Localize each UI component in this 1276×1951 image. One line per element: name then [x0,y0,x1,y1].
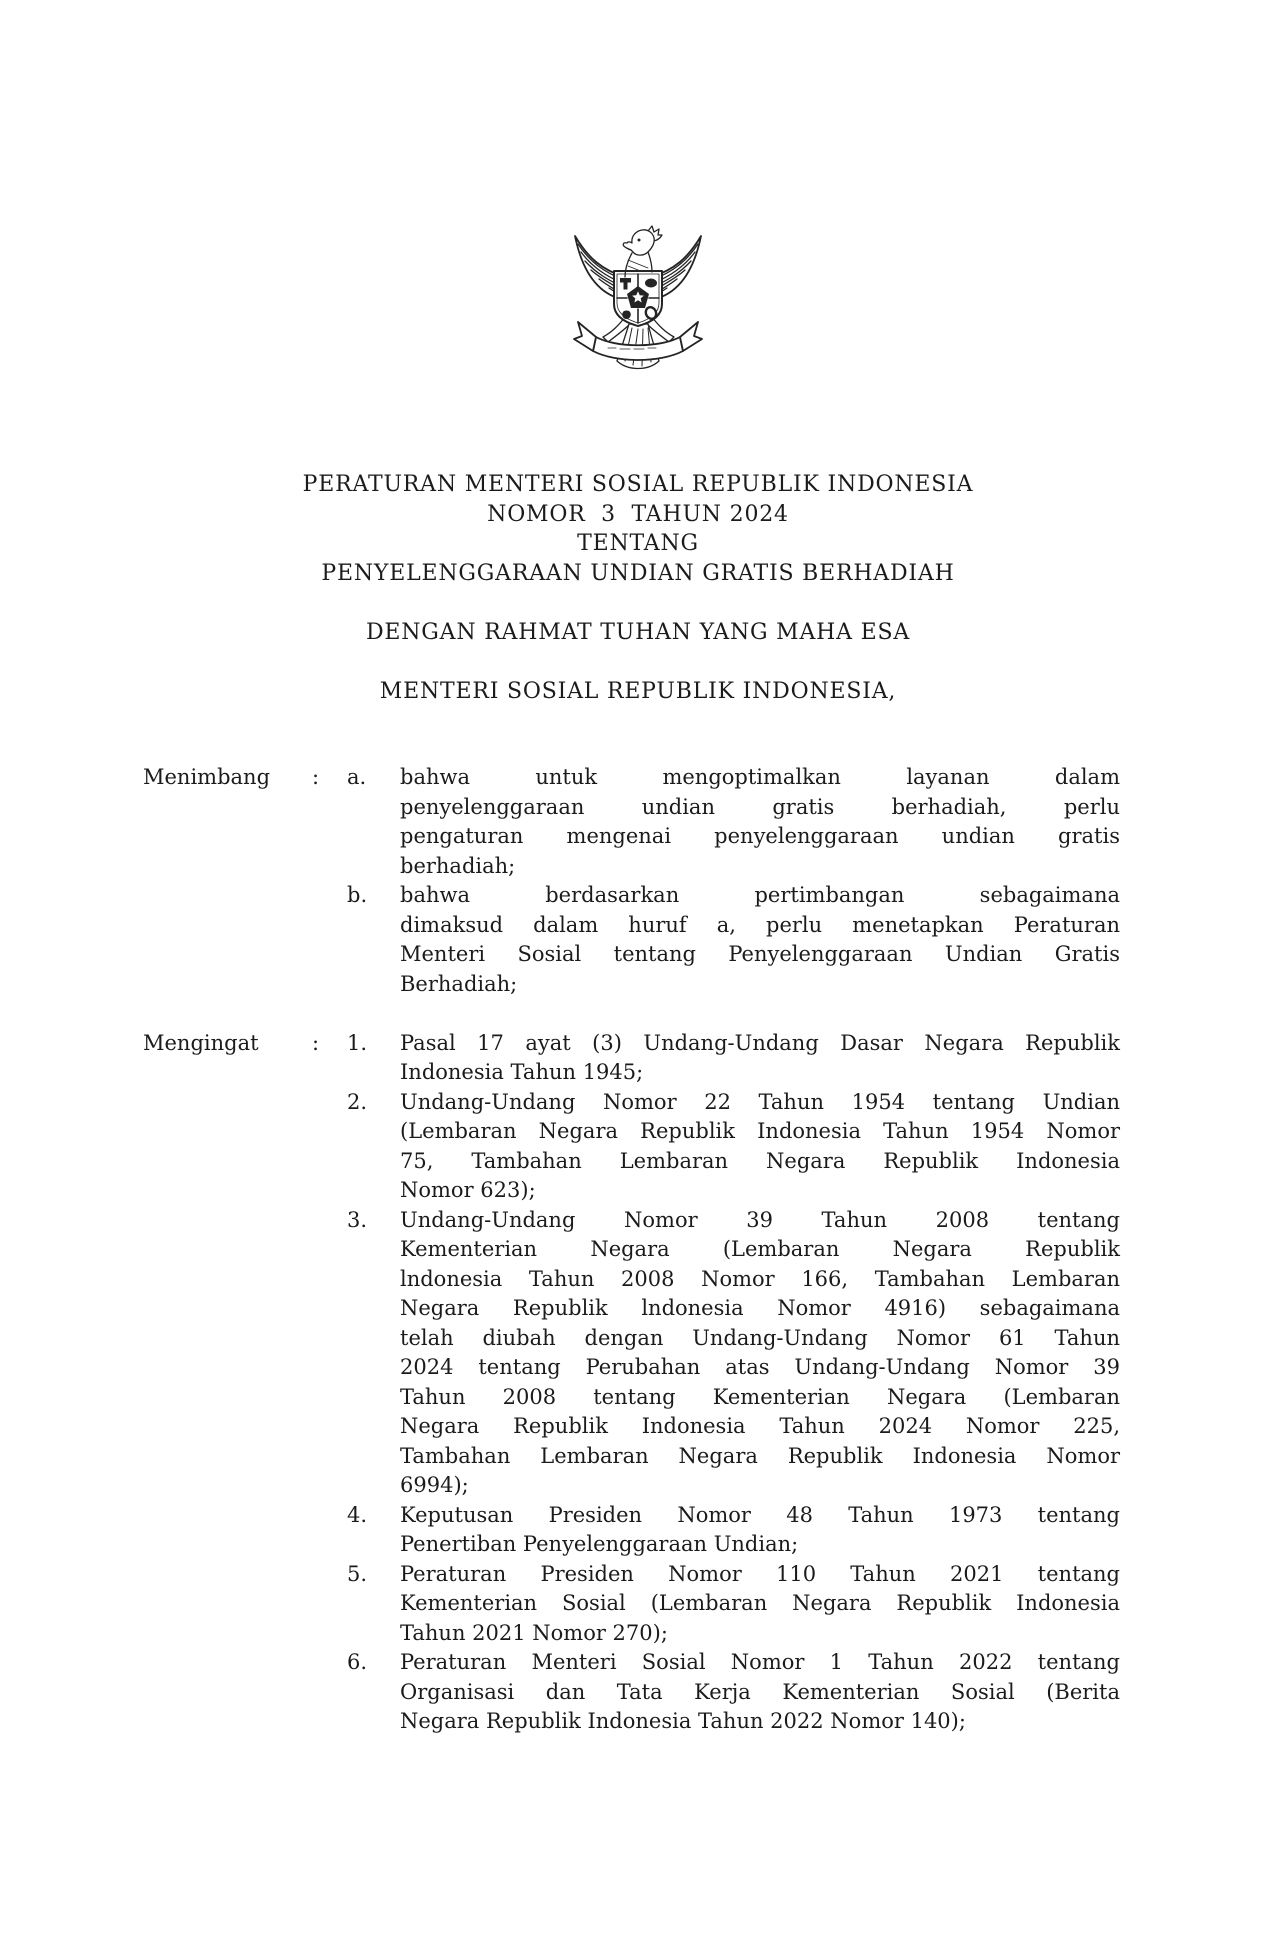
text-line: bahwa untuk mengoptimalkan layanan dalam [400,765,1120,789]
section-colon: : [312,765,320,789]
text-line: (Lembaran Negara Republik Indonesia Tahun 1954 Nomor [400,1119,1120,1143]
text-line: Organisasi dan Tata Kerja Kementerian Sosial (Berita [400,1679,1120,1704]
text-line: Peraturan Menteri Sosial Nomor 1 Tahun 2022 tentang [400,1650,1120,1674]
regulation-tentang-line: TENTANG [577,531,699,556]
garuda-pancasila-icon [568,220,708,383]
blank-line [0,647,1276,677]
text-line: Berhadiah; [400,971,518,996]
text-line: berhadiah; [400,853,516,878]
text-line: 6994); [400,1473,469,1497]
item-lines [400,1088,1120,1206]
text-line: telah diubah dengan Undang-Undang Nomor 61 Tahun [400,1325,1120,1350]
list-item [347,1088,1120,1206]
list-item [347,763,1120,881]
section-items [347,1029,1120,1737]
section [143,1029,1120,1737]
item-lines [400,763,1120,881]
blank-line [0,588,1276,618]
item-lines [400,1206,1120,1501]
list-item [347,1560,1120,1649]
item-marker: 2. [347,1089,368,1114]
text-line: pengaturan mengenai penyelenggaraan undian gratis [400,824,1120,848]
text-line: Nomor 623); [400,1178,536,1202]
text-line: lndonesia Tahun 2008 Nomor 166, Tambahan Lembaran [400,1266,1120,1291]
text-line: Undang-Undang Nomor 39 Tahun 2008 tentang [400,1207,1120,1232]
enacting-authority-line: MENTERI SOSIAL REPUBLIK INDONESIA, [379,678,897,704]
section [143,763,1120,999]
item-lines [400,1029,1120,1088]
text-line: penyelenggaraan undian gratis berhadiah, perlu [400,794,1120,819]
item-marker: a. [347,765,367,789]
text-line: bahwa berdasarkan pertimbangan sebagaimana [400,883,1120,907]
item-marker: 3. [347,1207,368,1232]
list-item [347,1501,1120,1560]
text-line: Penertiban Penyelenggaraan Undian; [400,1532,799,1556]
text-line: Negara Republik Indonesia Tahun 2024 Nomor 225, [400,1414,1120,1438]
section-items [347,763,1120,999]
section-colon: : [312,1030,320,1055]
sections [143,763,1120,1737]
list-item [347,1029,1120,1088]
item-lines [400,1501,1120,1560]
item-lines [400,1560,1120,1649]
item-marker: 4. [347,1502,368,1527]
regulation-number-line: NOMOR 3 TAHUN 2024 [487,501,789,527]
item-marker: 1. [347,1030,368,1055]
text-line: Negara Republik Indonesia Tahun 2022 Nomor 140); [400,1709,966,1733]
text-line: Tahun 2008 tentang Kementerian Negara (Lembaran [400,1384,1120,1409]
text-line: 75, Tambahan Lembaran Negara Republik Indonesia [400,1148,1120,1173]
text-line: Tambahan Lembaran Negara Republik Indonesia Nomor [400,1443,1120,1468]
text-line: Negara Republik lndonesia Nomor 4916) sebagaimana [400,1296,1120,1320]
item-marker: 6. [347,1650,368,1674]
list-item [347,1648,1120,1737]
section-label: Mengingat [143,1030,259,1055]
text-line: 2024 tentang Perubahan atas Undang-Undang Nomor 39 [400,1355,1120,1379]
item-lines [400,1648,1120,1737]
list-item [347,1206,1120,1501]
item-lines [400,881,1120,999]
list-item [347,881,1120,999]
text-line: Undang-Undang Nomor 22 Tahun 1954 tentang Undian [400,1089,1120,1114]
text-line: Tahun 2021 Nomor 270); [400,1620,668,1645]
item-marker: 5. [347,1561,368,1586]
invocation-line: DENGAN RAHMAT TUHAN YANG MAHA ESA [365,619,911,645]
document-header [0,470,1276,706]
text-line: Indonesia Tahun 1945; [400,1060,644,1084]
text-line: Menteri Sosial tentang Penyelenggaraan Undian Gratis [400,942,1120,966]
section-label: Menimbang [143,765,271,789]
regulation-subject-line: PENYELENGGARAAN UNDIAN GRATIS BERHADIAH [321,560,955,586]
text-line: Peraturan Presiden Nomor 110 Tahun 2021 tentang [400,1561,1120,1586]
text-line: dimaksud dalam huruf a, perlu menetapkan Peraturan [400,912,1120,937]
item-marker: b. [347,883,368,907]
text-line: Keputusan Presiden Nomor 48 Tahun 1973 tentang [400,1502,1120,1527]
text-line: Kementerian Negara (Lembaran Negara Republik [400,1237,1120,1261]
text-line: Pasal 17 ayat (3) Undang-Undang Dasar Negara Republik [400,1030,1120,1055]
regulation-title-line: PERATURAN MENTERI SOSIAL REPUBLIK INDONESIA [302,472,974,497]
text-line: Kementerian Sosial (Lembaran Negara Republik Indonesia [400,1591,1120,1615]
garuda-pancasila-emblem [568,220,708,383]
